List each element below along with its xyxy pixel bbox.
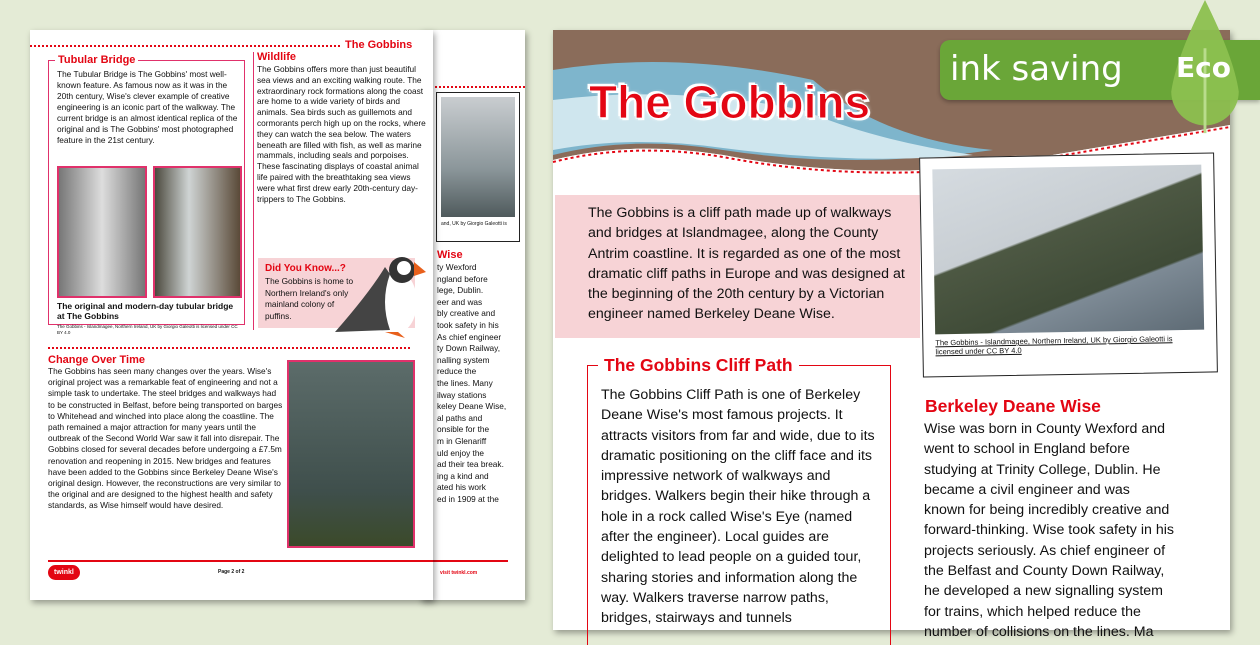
back-text-line: al paths and bbox=[437, 412, 483, 423]
back-text-line: eer and was bbox=[437, 296, 483, 307]
back-text-line: As chief engineer bbox=[437, 331, 502, 342]
tubular-bridge-box bbox=[48, 54, 245, 335]
back-text-line: ated his work bbox=[437, 482, 486, 493]
back-text-line: onsible for the bbox=[437, 424, 490, 435]
back-text-line: reduce the bbox=[437, 366, 477, 377]
page-header-title: The Gobbins bbox=[345, 39, 413, 51]
back-text-line: bly creative and bbox=[437, 308, 496, 319]
left-page bbox=[30, 30, 433, 600]
did-you-know-text: The Gobbins is home to Northern Ireland's only mainland colony of puffins. bbox=[265, 276, 354, 321]
right-page bbox=[553, 30, 1230, 640]
back-text-line: ngland before bbox=[437, 273, 488, 284]
cliff-path-title: The Gobbins Cliff Path bbox=[598, 355, 799, 376]
photo-credit[interactable]: The Gobbins - Islandmagee, Northern Ireland, UK by Giorgio Galeotti is licensed under CC BY 4.0 bbox=[935, 334, 1173, 357]
back-text-line: ty Down Railway, bbox=[437, 343, 501, 354]
back-page bbox=[420, 30, 525, 600]
tubular-credit: The Gobbins - Islandmagee, Northern Ireland, UK by Giorgio Galeotti is licensed under CC BY 4.0 bbox=[57, 324, 238, 335]
tubular-photo-original bbox=[57, 166, 147, 298]
back-text-line: ed in 1909 at the bbox=[437, 493, 499, 504]
back-photo bbox=[436, 92, 520, 242]
back-text-line: the lines. Many bbox=[437, 377, 493, 388]
back-footer-link: visit twinkl.com bbox=[440, 570, 478, 576]
cliff-path-box bbox=[587, 355, 891, 645]
sea-aerial-photo bbox=[287, 360, 415, 548]
back-text-line: ad their tea break. bbox=[437, 459, 504, 470]
wildlife-title: Wildlife bbox=[257, 51, 297, 63]
back-text-line: took safety in his bbox=[437, 319, 499, 330]
twinkl-logo: twinkl bbox=[48, 565, 80, 580]
back-text-line: keley Deane Wise, bbox=[437, 401, 507, 412]
tubular-photo-modern bbox=[153, 166, 242, 298]
page-title: The Gobbins bbox=[589, 76, 871, 128]
page-number: Page 2 of 2 bbox=[218, 569, 245, 575]
back-text-line: nalling system bbox=[437, 354, 490, 365]
tubular-bridge-text: The Tubular Bridge is The Gobbins' most well-known feature. As famous now as it was in the 20th century, Wise's clever example of creative engineering is an iconic part of the walkway. The current bridge is an almost identical replica of the original and is The Gobbins' most photographed feature in the 21st century. bbox=[57, 69, 238, 145]
back-heading: Wise bbox=[437, 249, 463, 261]
back-text-line: lege, Dublin. bbox=[437, 285, 484, 296]
puffin-illustration bbox=[330, 252, 430, 342]
ink-saving-label: ink saving bbox=[950, 49, 1123, 89]
did-you-know-title: Did You Know...? bbox=[265, 263, 346, 274]
intro-text: The Gobbins is a cliff path made up of walkways and bridges at Islandmagee, along the County Antrim coastline. It is regarded as one of the most dramatic cliff paths in Europe and was designed at the beginning of the 20th century by a Victorian engineer named Berkeley Deane Wise. bbox=[588, 205, 905, 323]
back-text-line: ty Wexford bbox=[437, 262, 477, 272]
cliff-path-text: The Gobbins Cliff Path is one of Berkeley Deane Wise's most famous projects. It attracts visitors from far and wide, due to its dramatic positioning on the cliff face and its impressive network of walkways and bridges. Walkers begin their hike through a hole in a rock called Wise's Eye (named after the engineer). Local guides are delighted to lead people on a guided tour, sharing stories and information along the way. Walkers traverse narrow paths, bridges, stairways and tunnels bbox=[601, 387, 875, 627]
back-text bbox=[437, 262, 523, 505]
change-over-time-title: Change Over Time bbox=[48, 354, 145, 366]
tubular-bridge-title: Tubular Bridge bbox=[55, 54, 138, 66]
back-photo-caption: and, UK by Giorgio Galeotti is bbox=[441, 221, 507, 227]
back-text-line: uld enjoy the bbox=[437, 447, 485, 458]
cliff-photo bbox=[919, 152, 1218, 377]
back-text-line: ing a kind and bbox=[437, 470, 489, 481]
wise-title: Berkeley Deane Wise bbox=[925, 396, 1101, 416]
intro-box bbox=[555, 195, 920, 338]
wise-text: Wise was born in County Wexford and went to school in England before studying at Trinity College, Dublin. He became a civil engineer and was known for being incredibly creative and forward-thinking. Wise took safety in his projects seriously. As chief engineer of the Belfast and County Down Railway, he developed a new signalling system for trains, which helped reduce the number of collisions on the lines. Ma bbox=[924, 421, 1174, 640]
tubular-caption: The original and modern-day tubular bridge at The Gobbins bbox=[57, 301, 234, 321]
eco-label: Eco bbox=[1176, 51, 1231, 84]
wildlife-text: The Gobbins offers more than just beautiful sea views and an exciting walking route. The extraordinary rock formations along the coast are home to a wide variety of birds and animals. Sea birds such as guillemots and cormorants perch high up on the rocks, where they can watch the sea below. The waters beneath are filled with fish, as well as marine mammals, including seals and porpoises. These fascinating displays of coastal animal life paired with the breathtaking sea views were what first drew early 20th-century day-trippers to The Gobbins. bbox=[257, 64, 426, 204]
change-over-time-text: The Gobbins has seen many changes over the years. Wise's original project was a remarkable feat of engineering and not a simple task to undertake. The steel bridges and walkways had to be constructed in Belfast, before being transported on barges to Whitehead and winched into place along the coastline. The path remained a major attraction for many years until the outbreak of the Second World War saw it fall into disrepair. The Gobbins closed for several decades before undergoing a £7.5m renovation and reopening in 2015. New bridges and features have been added to the Gobbins since Berkeley Deane Wise's original design. However, the reconstructions are very similar to the original and are designed to the highest health and safety standards, as Wise himself would have desired. bbox=[48, 366, 283, 511]
back-text-line: m in Glenariff bbox=[437, 435, 487, 446]
back-text-line: ilway stations bbox=[437, 389, 487, 400]
